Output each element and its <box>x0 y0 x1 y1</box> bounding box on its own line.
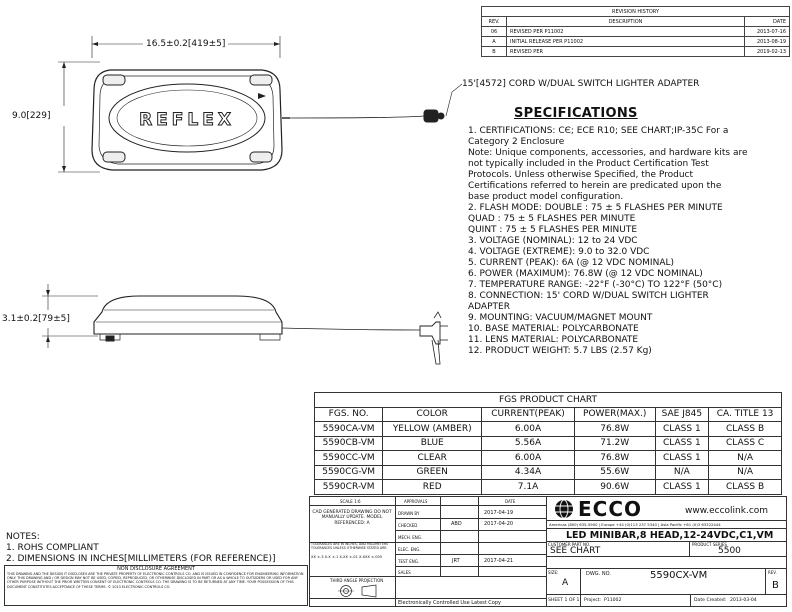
cord-callout: 15'[4572] CORD W/DUAL SWITCH LIGHTER ADAPTER <box>462 79 700 89</box>
sheet-number: SHEET 1 OF 1 <box>548 598 580 603</box>
fgs-cell: 5590CB-VM <box>315 436 383 451</box>
ecco-brand: ECCO <box>578 497 643 521</box>
dwg-no-label: DWG. NO. <box>586 571 611 577</box>
revision-row <box>482 27 790 37</box>
spec-line: not typically included in the Product Certification Test <box>468 159 709 169</box>
rev-header-description: DESCRIPTION <box>507 17 745 27</box>
fgs-cell: 55.6W <box>574 465 655 480</box>
size-label: SIZE: <box>548 570 559 575</box>
checked-label: CHECKED <box>398 523 418 528</box>
approvals-label: APPROVALS <box>404 499 428 504</box>
fgs-product-chart <box>314 392 782 495</box>
tolerance-values: XX ±.3 X.X ±.1 X.XX ±.01 X.XXX ±.005 <box>311 555 383 559</box>
third-angle-label: THIRD ANGLE PROJECTION <box>330 578 384 583</box>
spec-line: 10. BASE MATERIAL: POLYCARBONATE <box>468 324 639 334</box>
fgs-header: SAE J845 <box>655 407 709 422</box>
project-value: P11002 <box>604 598 622 603</box>
rev-cell: INITIAL RELEASE PER P11002 <box>507 37 745 47</box>
project-label: Project: <box>584 598 602 603</box>
cad-note: CAD GENERATED DRAWING DO NOT MANUALLY UPDATE. MODEL REFERENCED: A <box>312 510 392 526</box>
customer-part-label: CUSTOMER PART NO. <box>548 542 591 547</box>
fgs-cell: 71.2W <box>574 436 655 451</box>
spec-line: 1. CERTIFICATIONS: CЄ; ECE R10; SEE CHART;IP-35C For a <box>468 126 729 136</box>
fgs-header: CURRENT(PEAK) <box>482 407 575 422</box>
scale-label: SCALE 1:6 <box>340 499 361 504</box>
spec-line: Certifications referred to herein are predicated upon the <box>468 181 722 191</box>
rev-header-rev: REV. <box>482 17 507 27</box>
spec-line: QUAD : 75 ± 5 FLASHES PER MINUTE <box>468 214 636 224</box>
fgs-cell: 4.34A <box>482 465 575 480</box>
specifications-list <box>468 126 748 357</box>
fgs-row <box>315 480 782 495</box>
note-item: 2. DIMENSIONS IN INCHES[MILLIMETERS (FOR REFERENCE)] <box>6 554 276 564</box>
spec-line: 3. VOLTAGE (NOMINAL): 12 to 24 VDC <box>468 236 638 246</box>
drawn-by-label: DRAWN BY <box>398 511 420 516</box>
side-height-dimension: 3.1±0.2[79±5] <box>2 314 70 324</box>
tolerance-note: TOLERANCES ARE IN INCHES, AND MILLIMETERS TOLERANCES UNLESS OTHERWISE STATED ARE: <box>311 542 389 550</box>
fgs-cell: N/A <box>709 451 782 466</box>
fgs-cell: 5590CA-VM <box>315 422 383 437</box>
rev-value: B <box>772 580 779 591</box>
sales-label: SALES <box>398 570 411 575</box>
size-value: A <box>562 578 569 588</box>
rev-cell: B <box>482 47 507 57</box>
fgs-header: COLOR <box>383 407 482 422</box>
fgs-row <box>315 451 782 466</box>
fgs-row <box>315 422 782 437</box>
fgs-cell: CLASS B <box>709 422 782 437</box>
fgs-cell: 5590CR-VM <box>315 480 383 495</box>
fgs-cell: 90.6W <box>574 480 655 495</box>
spec-line: 11. LENS MATERIAL: POLYCARBONATE <box>468 335 639 345</box>
spec-line: QUINT : 75 ± 5 FLASHES PER MINUTE <box>468 225 638 235</box>
fgs-header: POWER(MAX.) <box>574 407 655 422</box>
dwg-no: 5590CX-VM <box>650 570 708 581</box>
revision-history-table <box>481 6 790 57</box>
spec-line: 7. TEMPERATURE RANGE: -22°F (-30°C) TO 122°F (50°C) <box>468 280 723 290</box>
fgs-cell: GREEN <box>383 465 482 480</box>
width-dimension: 16.5±0.2[419±5] <box>146 39 226 49</box>
fgs-cell: N/A <box>655 465 709 480</box>
spec-line: 6. POWER (MAXIMUM): 76.8W (@ 12 VDC NOMINAL) <box>468 269 703 279</box>
ecco-globe-icon <box>552 499 576 519</box>
fgs-cell: RED <box>383 480 482 495</box>
rev-cell: 06 <box>482 27 507 37</box>
fgs-cell: 5.56A <box>482 436 575 451</box>
spec-line: 4. VOLTAGE (EXTREME): 9.0 to 32.0 VDC <box>468 247 650 257</box>
revision-row <box>482 47 790 57</box>
fgs-cell: N/A <box>709 465 782 480</box>
rev-cell: 2013-07-16 <box>745 27 790 37</box>
product-drawing <box>0 0 480 390</box>
rev-cell: 2013-08-19 <box>745 37 790 47</box>
spec-line: 5. CURRENT (PEAK): 6A (@ 12 VDC NOMINAL) <box>468 258 675 268</box>
test-eng-label: TEST ENG. <box>398 559 420 564</box>
reflex-logo: REFLEX <box>139 110 235 130</box>
fgs-cell: 6.00A <box>482 422 575 437</box>
note-item: 1. ROHS COMPLIANT <box>6 543 99 553</box>
spec-line: 12. PRODUCT WEIGHT: 5.7 LBS (2.57 Kg) <box>468 346 652 356</box>
fgs-header: FGS. NO. <box>315 407 383 422</box>
customer-part: SEE CHART <box>550 546 601 556</box>
test-eng-by: JRT <box>452 558 460 564</box>
spec-line: ADAPTER <box>468 302 510 312</box>
fgs-chart-title: FGS PRODUCT CHART <box>315 393 782 408</box>
nda-box <box>4 565 308 606</box>
elec-eng-label: ELEC. ENG. <box>398 547 421 552</box>
spec-line: base product model configuration. <box>468 192 624 202</box>
spec-line: Category 2 Enclosure <box>468 137 565 147</box>
fgs-cell: 5590CC-VM <box>315 451 383 466</box>
fgs-cell: CLASS B <box>709 480 782 495</box>
test-eng-date: 2017-04-21 <box>484 558 514 564</box>
drawn-date: 2017-04-19 <box>484 510 514 516</box>
date-created: 2013-03-04 <box>730 598 757 603</box>
controlled-note: Electronically Controlled Use Latest Copy <box>398 600 501 606</box>
revision-row <box>482 37 790 47</box>
date-label: DATE <box>505 499 516 504</box>
fgs-header: CA. TITLE 13 <box>709 407 782 422</box>
rev-cell: A <box>482 37 507 47</box>
product-series-label: PRODUCT SERIES <box>692 542 727 547</box>
rev-header-date: DATE <box>745 17 790 27</box>
third-angle-projection-icon <box>338 584 388 598</box>
fgs-cell: 7.1A <box>482 480 575 495</box>
fgs-cell: CLASS C <box>709 436 782 451</box>
fgs-cell: CLASS 1 <box>655 422 709 437</box>
fgs-header-row <box>315 407 782 422</box>
mech-eng-label: MECH. ENG. <box>398 535 423 540</box>
fgs-cell: CLEAR <box>383 451 482 466</box>
phone-line: Americas (800) 635-5900 | Europe +44 (0)113 237 5340 | Asia Pacific +61 (0)3 63322444 <box>549 522 721 527</box>
fgs-cell: 76.8W <box>574 451 655 466</box>
spec-line: 2. FLASH MODE: DOUBLE : 75 ± 5 FLASHES PER MINUTE <box>468 203 723 213</box>
height-dimension: 9.0[229] <box>12 111 51 121</box>
spec-line: Note: Unique components, accessories, and hardware kits are <box>468 148 748 158</box>
fgs-row <box>315 436 782 451</box>
spec-line: 8. CONNECTION: 15' CORD W/DUAL SWITCH LIGHTER <box>468 291 709 301</box>
rev-cell: REVISED PER P11002 <box>507 27 745 37</box>
specifications-title: SPECIFICATIONS <box>514 106 638 121</box>
rev-cell: REVISED PER <box>507 47 745 57</box>
spec-line: 9. MOUNTING: VACUUM/MAGNET MOUNT <box>468 313 653 323</box>
notes-block <box>6 532 276 565</box>
fgs-cell: CLASS 1 <box>655 480 709 495</box>
revision-history-title: REVISION HISTORY <box>482 7 790 17</box>
nda-title: NON DISCLOSURE AGREEMENT <box>117 566 195 572</box>
checked-date: 2017-04-20 <box>484 521 514 527</box>
fgs-cell: YELLOW (AMBER) <box>383 422 482 437</box>
spec-line: Protocols. Unless otherwise Specified, the Product <box>468 170 694 180</box>
fgs-cell: CLASS 1 <box>655 436 709 451</box>
fgs-cell: 76.8W <box>574 422 655 437</box>
rev-label: REV. <box>768 570 777 575</box>
fgs-row <box>315 465 782 480</box>
fgs-cell: 6.00A <box>482 451 575 466</box>
date-created-label: Date Created: <box>694 598 727 603</box>
fgs-cell: 5590CG-VM <box>315 465 383 480</box>
product-title: LED MINIBAR,8 HEAD,12-24VDC,C1,VM <box>566 530 774 541</box>
checked-by: ABD <box>451 521 462 527</box>
fgs-cell: BLUE <box>383 436 482 451</box>
nda-text: THIS DRAWING AND THE DESIGN IT DISCLOSES ARE THE PRIVATE PROPERTY OF ELECTRONIC CONTROLS CO. AND IS ISSUED IN CONFIDENCE FOR ENGINEERING INFORMATION ONLY. THIS DRAWING AND / OR DESIGN MAY NOT BE USED, COPIED, REPRODUCED, OR OTHERWISE DISCLOSED IN PART OR AS A WHOLE TO OUTSIDERS OR USED FOR ANY OTHER PURPOSE WITHOUT THE PRIOR WRITTEN CONSENT OF ELECTRONIC CONTROLS CO. THE DRAWING IS TO BE RETURNED AT ANY TIME. YOUR POSSESSION OF THIS DOCUMENT CONSTITUTES ACCEPTANCE OF THESE TERMS. © 2013 ELECTRONIC CONTROLS CO. <box>7 572 304 589</box>
rev-cell: 2019-02-13 <box>745 47 790 57</box>
product-series: 5500 <box>718 546 741 556</box>
website: www.eccolink.com <box>685 506 769 516</box>
fgs-cell: CLASS 1 <box>655 451 709 466</box>
notes-heading: NOTES: <box>6 532 40 542</box>
